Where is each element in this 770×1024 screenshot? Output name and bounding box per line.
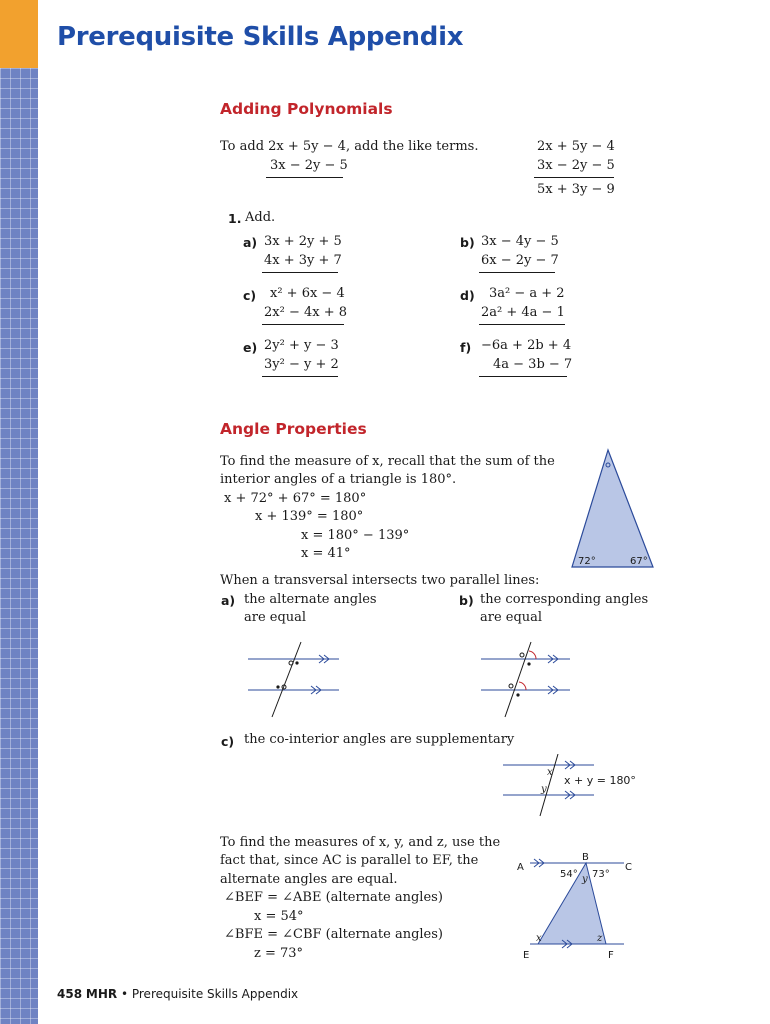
triangle-diagram xyxy=(565,446,659,572)
part-f-rule xyxy=(479,376,567,377)
angle-step-3: x = 180° − 139° xyxy=(301,528,410,543)
part-c-line1: x² + 6x − 4 xyxy=(270,286,345,301)
co-interior-equation: x + y = 180° xyxy=(564,774,636,787)
angle-y: y xyxy=(582,874,588,885)
co-interior-x: x xyxy=(547,767,553,778)
corresponding-angles-diagram xyxy=(478,640,578,720)
part-a-label: a) xyxy=(221,593,236,608)
part-b-rule xyxy=(479,272,555,273)
part-c-label: c) xyxy=(221,734,235,749)
part-b-label: b) xyxy=(459,593,474,608)
part-c-rule xyxy=(262,324,344,325)
angle-step-2: x + 139° = 180° xyxy=(255,509,364,524)
intro-text: To add 2x + 5y − 4, add the like terms. xyxy=(220,139,479,154)
publisher: MHR xyxy=(85,987,118,1001)
angle-z: z xyxy=(597,933,603,944)
page-number: 458 xyxy=(57,987,83,1001)
point-A: A xyxy=(517,862,524,873)
part-b-line1: 3x − 4y − 5 xyxy=(481,234,559,249)
example-step-3: ∠BFE = ∠CBF (alternate angles) xyxy=(224,927,443,942)
example-line-3: alternate angles are equal. xyxy=(220,872,398,887)
angle-intro-line1: To find the measure of x, recall that the sum of the xyxy=(220,454,555,469)
alternate-angles-line2: are equal xyxy=(244,610,307,625)
co-interior-y: y xyxy=(541,784,547,795)
section-heading-adding-polynomials: Adding Polynomials xyxy=(220,100,393,118)
part-label-d: d) xyxy=(460,288,475,303)
worked-line-1: 2x + 5y − 4 xyxy=(537,139,615,154)
part-label-a: a) xyxy=(243,235,258,250)
part-e-rule xyxy=(262,376,338,377)
corresponding-angles-line1: the corresponding angles xyxy=(480,592,649,607)
point-E: E xyxy=(523,950,530,961)
part-c-line2: 2x² − 4x + 8 xyxy=(264,305,348,320)
parallel-triangle-diagram xyxy=(512,848,640,962)
part-a-rule xyxy=(262,272,338,273)
triangle-angle-left: 72° xyxy=(578,556,596,567)
worked-result: 5x + 3y − 9 xyxy=(537,182,615,197)
part-d-rule xyxy=(479,324,565,325)
angle-step-4: x = 41° xyxy=(301,546,351,561)
example-step-1: ∠BEF = ∠ABE (alternate angles) xyxy=(224,890,443,905)
alternate-angles-diagram xyxy=(245,640,345,720)
corner-tab xyxy=(0,0,38,68)
co-interior-text: the co-interior angles are supplementary xyxy=(244,732,515,747)
example-line-2: fact that, since AC is parallel to EF, the xyxy=(220,853,479,868)
part-b-line2: 6x − 2y − 7 xyxy=(481,253,559,268)
transversal-intro: When a transversal intersects two parallel lines: xyxy=(220,573,540,588)
part-e-line1: 2y² + y − 3 xyxy=(264,338,339,353)
part-label-e: e) xyxy=(243,340,258,355)
part-a-line1: 3x + 2y + 5 xyxy=(264,234,342,249)
corresponding-angles-line2: are equal xyxy=(480,610,543,625)
example-step-2: x = 54° xyxy=(254,909,304,924)
co-interior-diagram xyxy=(500,754,640,820)
point-C: C xyxy=(625,862,632,873)
intro-second-poly: 3x − 2y − 5 xyxy=(270,158,348,173)
part-label-f: f) xyxy=(460,340,472,355)
angle-step-1: x + 72° + 67° = 180° xyxy=(224,491,367,506)
triangle-angle-right: 67° xyxy=(630,556,648,567)
part-label-c: c) xyxy=(243,288,257,303)
page-footer xyxy=(57,987,298,1001)
point-F: F xyxy=(608,950,614,961)
part-f-line2: 4a − 3b − 7 xyxy=(493,357,573,372)
footer-section: Prerequisite Skills Appendix xyxy=(131,987,299,1001)
section-heading-angle-properties: Angle Properties xyxy=(220,420,367,438)
question-number: 1. xyxy=(228,211,242,226)
example-step-4: z = 73° xyxy=(254,946,304,961)
part-f-line1: −6a + 2b + 4 xyxy=(481,338,572,353)
angle-x: x xyxy=(536,933,542,944)
part-e-line2: 3y² − y + 2 xyxy=(264,357,339,372)
example-line-1: To find the measures of x, y, and z, use the xyxy=(220,835,501,850)
worked-line-2: 3x − 2y − 5 xyxy=(537,158,615,173)
footer-separator: • xyxy=(120,987,129,1001)
angle-54: 54° xyxy=(560,869,578,880)
grid-sidebar xyxy=(0,68,38,1024)
part-d-line1: 3a² − a + 2 xyxy=(489,286,565,301)
underline xyxy=(266,177,343,178)
page-title: Prerequisite Skills Appendix xyxy=(57,22,464,52)
angle-intro-line2: interior angles of a triangle is 180°. xyxy=(220,472,457,487)
part-d-line2: 2a² + 4a − 1 xyxy=(481,305,565,320)
part-a-line2: 4x + 3y + 7 xyxy=(264,253,342,268)
point-B: B xyxy=(582,852,589,863)
sum-rule xyxy=(534,177,614,178)
angle-73: 73° xyxy=(592,869,610,880)
question-text: Add. xyxy=(245,210,276,225)
alternate-angles-line1: the alternate angles xyxy=(244,592,377,607)
part-label-b: b) xyxy=(460,235,475,250)
